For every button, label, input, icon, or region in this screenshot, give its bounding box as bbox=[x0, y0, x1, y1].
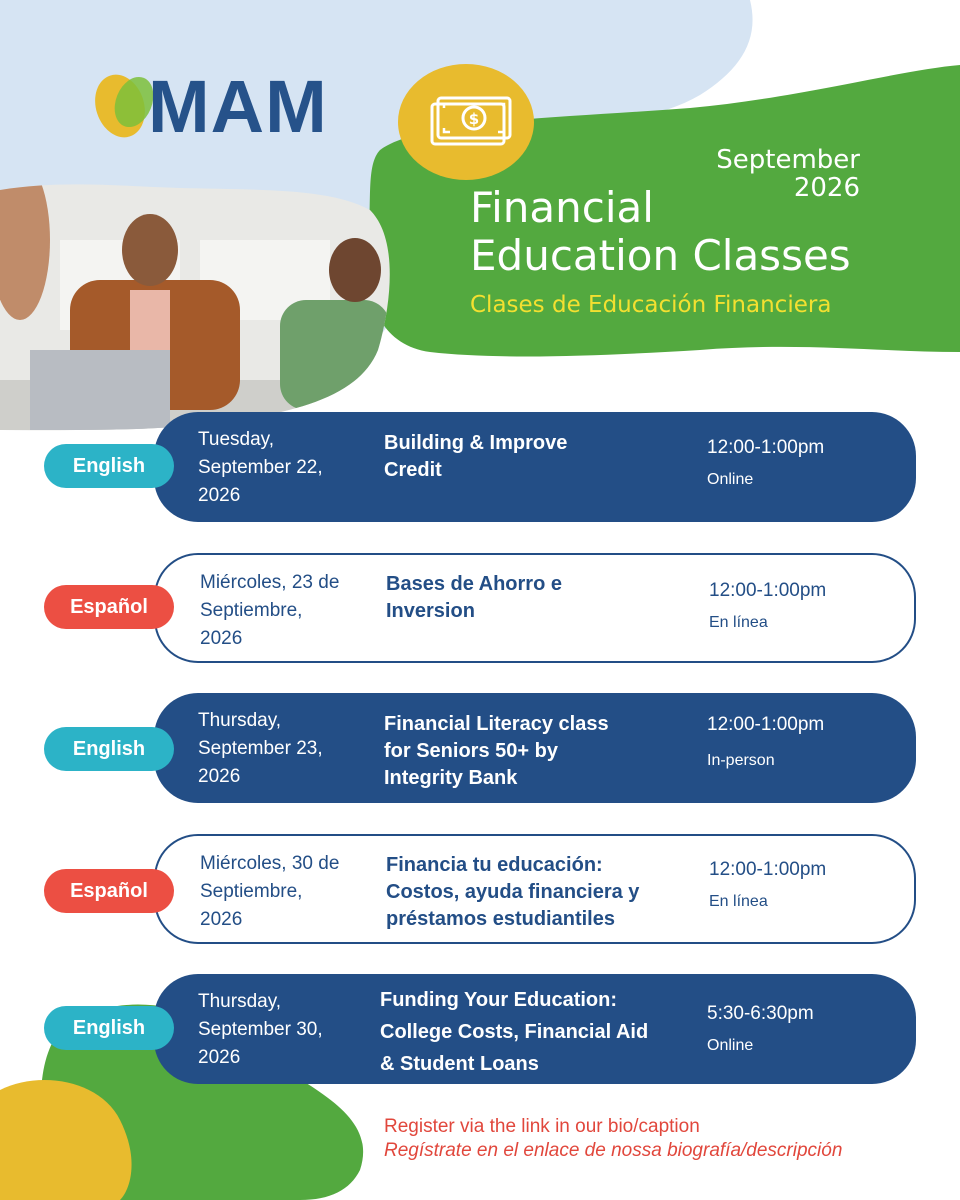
date-line: Septiembre, bbox=[200, 881, 303, 902]
class-topic bbox=[386, 852, 706, 933]
topic-line: Funding Your Education: bbox=[380, 989, 618, 1011]
date-line: 2026 bbox=[198, 485, 241, 506]
class-date bbox=[198, 988, 368, 1072]
logo-text: MAM bbox=[148, 65, 328, 148]
class-topic bbox=[380, 984, 710, 1080]
date-line: Tuesday, bbox=[198, 429, 275, 450]
month-label: September bbox=[716, 145, 860, 175]
date-line: Thursday, bbox=[198, 710, 282, 731]
class-date bbox=[198, 707, 368, 791]
date-line: Thursday, bbox=[198, 991, 282, 1012]
date-line: Miércoles, 30 de bbox=[200, 853, 340, 874]
class-card-1 bbox=[154, 412, 916, 522]
topic-line: Integrity Bank bbox=[384, 767, 518, 789]
date-line: Septiembre, bbox=[200, 600, 303, 621]
topic-line: Building & Improve bbox=[384, 432, 568, 454]
class-card-5 bbox=[154, 974, 916, 1084]
class-date bbox=[200, 569, 370, 653]
topic-line: & Student Loans bbox=[380, 1053, 539, 1075]
topic-line: Costos, ayuda financiera y bbox=[386, 881, 640, 903]
language-badge-english: English bbox=[44, 1006, 174, 1050]
language-badge-espanol: Español bbox=[44, 869, 174, 913]
page-subtitle: Clases de Educación Financiera bbox=[470, 292, 832, 318]
svg-text:$: $ bbox=[468, 110, 480, 128]
class-date bbox=[200, 850, 370, 934]
topic-line: Credit bbox=[384, 459, 442, 481]
class-mode: En línea bbox=[709, 614, 768, 631]
year-label: 2026 bbox=[793, 173, 860, 203]
language-badge-espanol: Español bbox=[44, 585, 174, 629]
topic-line: for Seniors 50+ by bbox=[384, 740, 558, 762]
class-mode: Online bbox=[707, 471, 754, 488]
class-topic bbox=[386, 571, 706, 625]
class-time: 12:00-1:00pm bbox=[709, 580, 827, 601]
title-line-2: Education Classes bbox=[470, 231, 851, 280]
date-line: 2026 bbox=[200, 628, 243, 649]
topic-line: Bases de Ahorro e bbox=[386, 573, 562, 595]
money-bill-icon bbox=[398, 66, 534, 180]
register-note-english: Register via the link in our bio/caption bbox=[384, 1116, 700, 1137]
date-line: September 30, bbox=[198, 1019, 323, 1040]
class-mode: In-person bbox=[707, 752, 775, 769]
class-time: 12:00-1:00pm bbox=[707, 714, 825, 735]
topic-line: College Costs, Financial Aid bbox=[380, 1021, 649, 1043]
register-note-spanish: Regístrate en el enlace de nossa biografía/descripción bbox=[384, 1140, 843, 1161]
class-topic bbox=[384, 711, 704, 792]
topic-line: Financial Literacy class bbox=[384, 713, 609, 735]
topic-line: Financia tu educación: bbox=[386, 854, 603, 876]
class-time: 12:00-1:00pm bbox=[709, 859, 827, 880]
date-line: 2026 bbox=[198, 1047, 241, 1068]
topic-line: préstamos estudiantiles bbox=[386, 908, 615, 930]
class-time: 5:30-6:30pm bbox=[707, 1003, 814, 1024]
class-card-4 bbox=[154, 834, 916, 944]
topic-line: Inversion bbox=[386, 600, 475, 622]
language-badge-english: English bbox=[44, 727, 174, 771]
mam-logo bbox=[94, 65, 354, 148]
title-line-1: Financial bbox=[470, 183, 654, 232]
date-line: September 22, bbox=[198, 457, 323, 478]
date-line: 2026 bbox=[200, 909, 243, 930]
date-line: Miércoles, 23 de bbox=[200, 572, 340, 593]
classroom-photo bbox=[0, 180, 400, 440]
date-line: September 23, bbox=[198, 738, 323, 759]
class-time: 12:00-1:00pm bbox=[707, 437, 825, 458]
page-title bbox=[470, 184, 950, 280]
language-badge-english: English bbox=[44, 444, 174, 488]
class-topic bbox=[384, 430, 704, 484]
class-date bbox=[198, 426, 368, 510]
class-mode: En línea bbox=[709, 893, 768, 910]
class-card-2 bbox=[154, 553, 916, 663]
class-mode: Online bbox=[707, 1037, 754, 1054]
class-card-3 bbox=[154, 693, 916, 803]
date-line: 2026 bbox=[198, 766, 241, 787]
